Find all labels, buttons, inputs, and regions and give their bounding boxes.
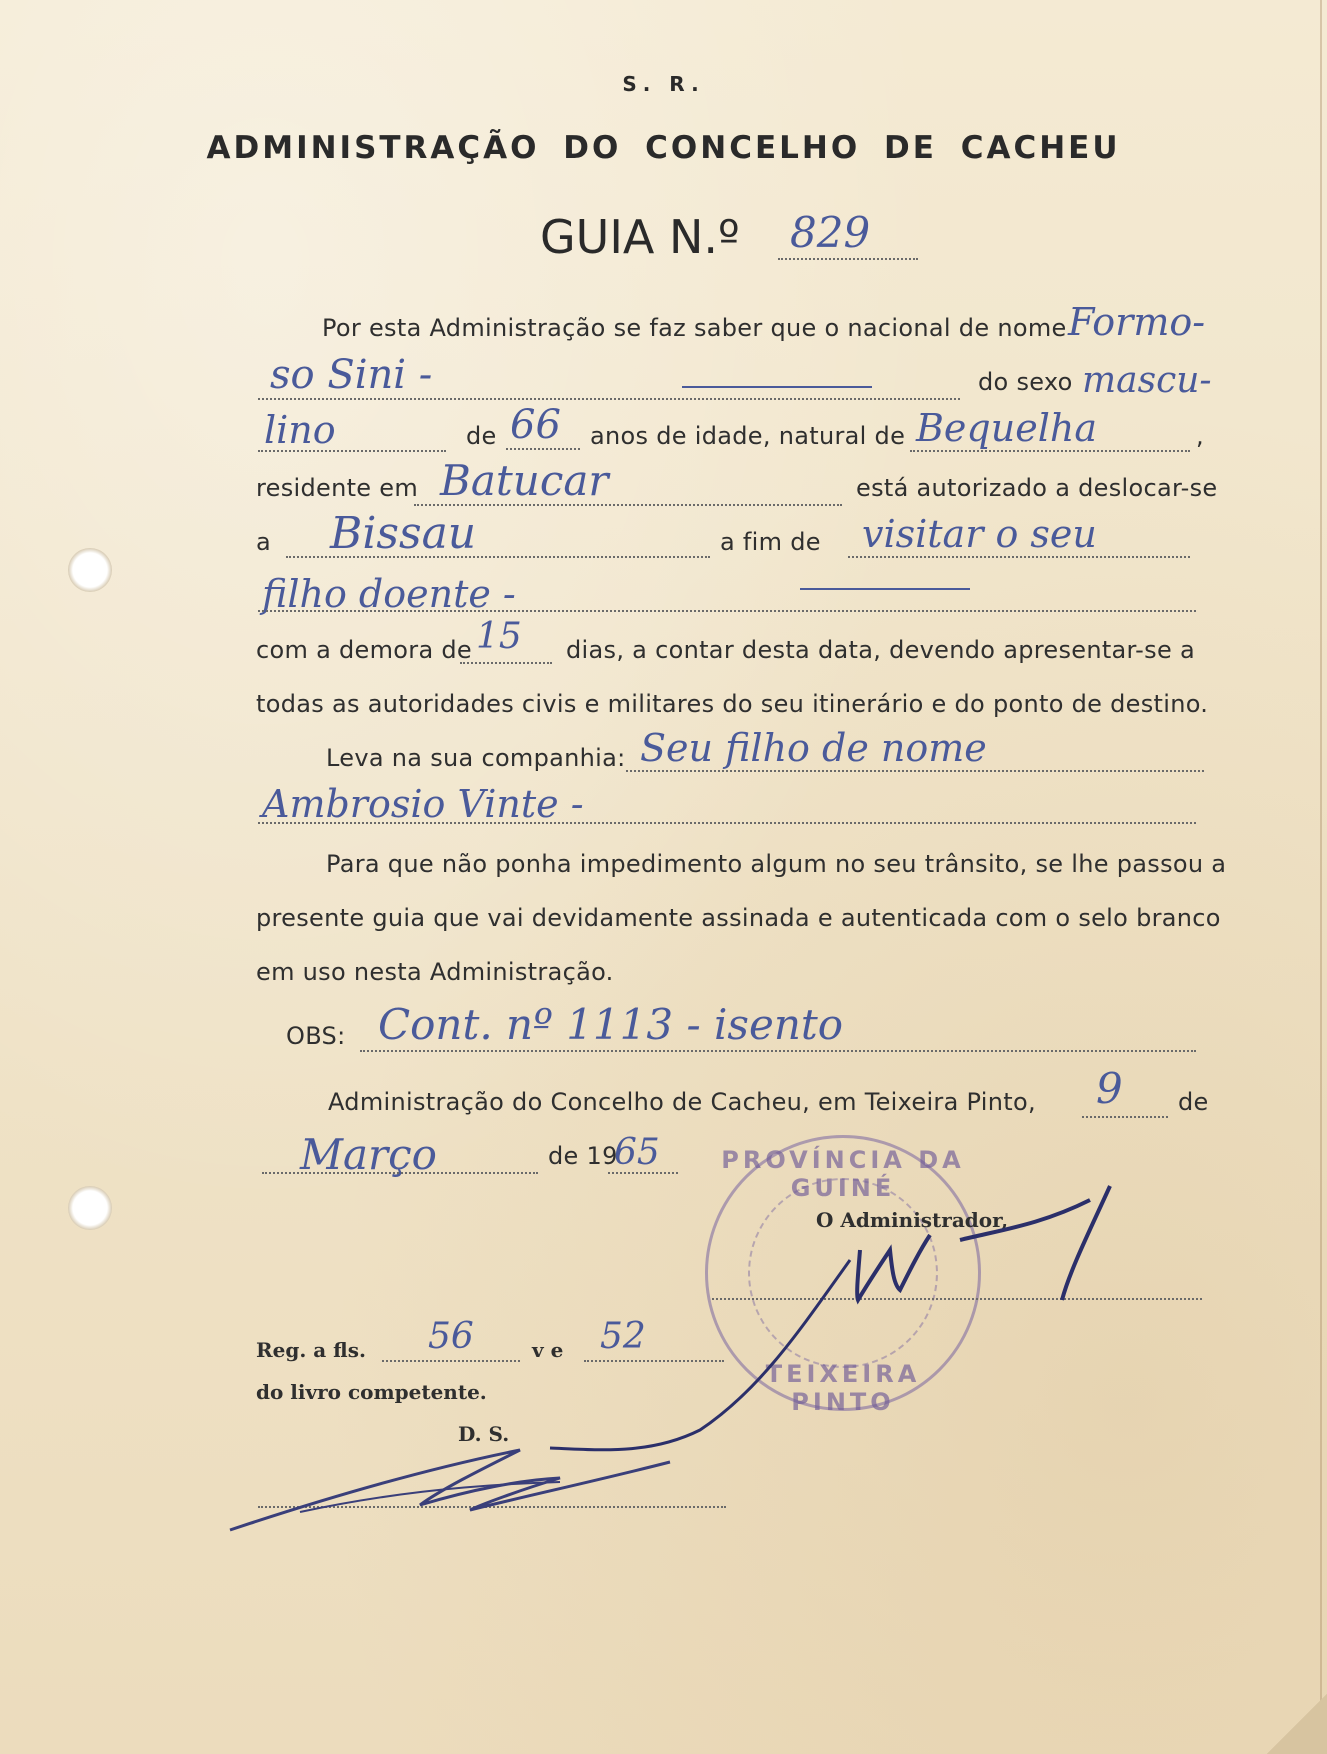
administrator-label: O Administrador, xyxy=(816,1208,1009,1232)
companion-label: Leva na sua companhia: xyxy=(326,744,626,772)
to-label: a xyxy=(256,528,272,556)
registry-fls: 56 xyxy=(428,1316,474,1357)
registry-fls-2: 52 xyxy=(600,1316,646,1357)
stay-days: 15 xyxy=(476,616,522,657)
header-sr: S. R. xyxy=(622,72,705,96)
date-month: Março xyxy=(300,1130,437,1179)
purpose-part1: visitar o seu xyxy=(862,512,1097,556)
sex-part1: mascu- xyxy=(1082,360,1212,401)
intro-text: Por esta Administração se faz saber que o nacional de nome xyxy=(322,314,1067,342)
purpose-part2: filho doente - xyxy=(262,572,516,616)
birthplace: Bequelha xyxy=(916,406,1097,450)
destination: Bissau xyxy=(330,508,477,559)
date-day: 9 xyxy=(1096,1064,1123,1113)
obs-value: Cont. nº 1113 - isento xyxy=(378,1000,844,1049)
date-year: 65 xyxy=(614,1132,660,1173)
birthplace-comma: , xyxy=(1196,422,1204,450)
guia-label: GUIA N.º xyxy=(540,210,740,264)
closing-line-2: presente guia que vai devidamente assinada e autenticada com o selo branco xyxy=(256,904,1221,932)
date-de-1: de xyxy=(1178,1088,1209,1116)
place-date-text: Administração do Concelho de Cacheu, em Teixeira Pinto, xyxy=(328,1088,1036,1116)
registry-ve-label: v e xyxy=(532,1338,564,1362)
registry-ds-label: D. S. xyxy=(458,1422,510,1446)
obs-label: OBS: xyxy=(286,1022,346,1050)
stamp-text-bottom: TEIXEIRA PINTO xyxy=(765,1360,921,1416)
residence-value: Batucar xyxy=(440,456,609,505)
document-title: ADMINISTRAÇÃO DO CONCELHO DE CACHEU xyxy=(206,130,1121,166)
closing-line-1: Para que não ponha impedimento algum no seu trânsito, se lhe passou a xyxy=(326,850,1227,878)
stay-pre: com a demora de xyxy=(256,636,472,664)
purpose-label: a fim de xyxy=(720,528,821,556)
companion-part1: Seu filho de nome xyxy=(640,726,987,770)
registry-label: Reg. a fls. xyxy=(256,1338,366,1362)
authorities-line: todas as autoridades civis e militares do seu itinerário e do ponto de destino. xyxy=(256,690,1209,718)
stamp-text-top: PROVÍNCIA DA GUINÉ xyxy=(721,1146,965,1202)
companion-part2: Ambrosio Vinte - xyxy=(262,782,584,826)
closing-line-3: em uso nesta Administração. xyxy=(256,958,614,986)
guia-number: 829 xyxy=(790,208,871,257)
age-post: anos de idade, natural de xyxy=(590,422,906,450)
age-pre: de xyxy=(466,422,497,450)
name-part2: so Sini - xyxy=(270,352,433,398)
sex-label: do sexo xyxy=(978,368,1073,396)
stay-post: dias, a contar desta data, devendo apresentar-se a xyxy=(566,636,1195,664)
authorized-text: está autorizado a deslocar-se xyxy=(856,474,1218,502)
residence-label: residente em xyxy=(256,474,419,502)
date-de-2: de 19 xyxy=(548,1142,618,1170)
sex-part2: lino xyxy=(264,408,336,452)
name-part1: Formo- xyxy=(1068,300,1206,344)
registry-book-label: do livro competente. xyxy=(256,1380,487,1404)
age-value: 66 xyxy=(510,402,561,448)
